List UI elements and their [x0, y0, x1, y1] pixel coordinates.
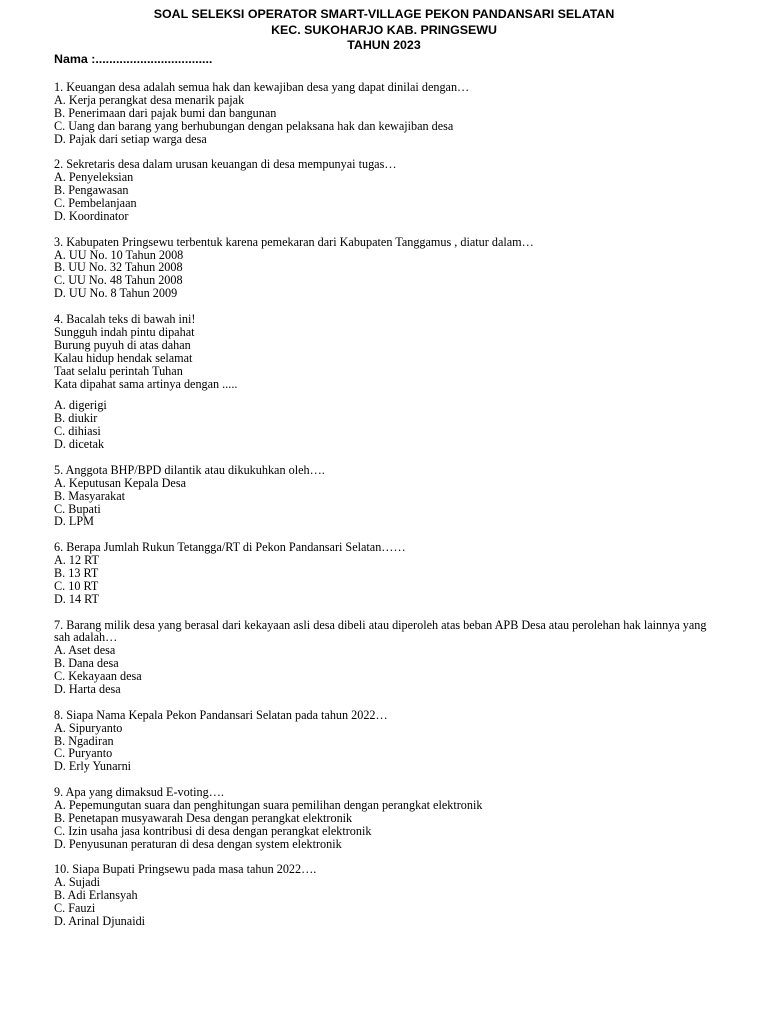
question-text: 10. Siapa Bupati Pringsewu pada masa tahun 2022….: [54, 862, 317, 877]
question-text: 2. Sekretaris desa dalam urusan keuangan di desa mempunyai tugas…: [54, 157, 397, 172]
option-b: B. Dana desa: [54, 656, 119, 671]
option-b: B. Penetapan musyawarah Desa dengan perangkat elektronik: [54, 810, 353, 825]
option-a: A. Keputusan Kepala Desa: [54, 475, 186, 490]
option-b: B. Ngadiran: [54, 733, 114, 748]
option-d: D. dicetak: [54, 437, 105, 452]
option-a: A. Sipuryanto: [54, 720, 123, 735]
question-1: [54, 81, 714, 146]
question-7: [54, 619, 714, 696]
option-b: B. UU No. 32 Tahun 2008: [54, 260, 183, 275]
question-5: [54, 464, 714, 529]
option-a: A. 12 RT: [54, 553, 99, 568]
question-list: [54, 81, 714, 941]
option-a: A. Sujadi: [54, 875, 101, 890]
poem-line: Taat selalu perintah Tuhan: [54, 363, 183, 378]
question-text: 9. Apa yang dimaksud E-voting….: [54, 785, 224, 800]
option-a: A. UU No. 10 Tahun 2008: [54, 247, 184, 262]
poem-line: Kalau hidup hendak selamat: [54, 350, 193, 365]
option-a: A. digerigi: [54, 398, 107, 413]
document-header: [0, 7, 768, 54]
question-text: 1. Keuangan desa adalah semua hak dan kewajiban desa yang dapat dinilai dengan…: [54, 80, 470, 94]
option-b: B. Masyarakat: [54, 488, 126, 503]
option-c: C. UU No. 48 Tahun 2008: [54, 273, 183, 288]
option-c: C. Izin usaha jasa kontribusi di desa dengan perangkat elektronik: [54, 823, 372, 838]
option-a: A. Kerja perangkat desa menarik pajak: [54, 92, 245, 107]
question-text: 6. Berapa Jumlah Rukun Tetangga/RT di Pekon Pandansari Selatan……: [54, 540, 406, 555]
option-d: D. LPM: [54, 514, 94, 529]
question-4: [54, 313, 714, 451]
option-b: B. 13 RT: [54, 565, 99, 580]
option-d: D. UU No. 8 Tahun 2009: [54, 286, 178, 301]
question-6: [54, 541, 714, 606]
question-3: [54, 236, 714, 301]
question-text: 3. Kabupaten Pringsewu terbentuk karena pemekaran dari Kabupaten Tanggamus , diatur dalam…: [54, 234, 534, 249]
poem-line: Burung puyuh di atas dahan: [54, 337, 191, 352]
question-10: [54, 863, 714, 928]
question-text: 7. Barang milik desa yang berasal dari kekayaan asli desa dibeli atau diperoleh atas beban APB Desa atau perolehan hak lainnya yang sah adalah…: [54, 617, 707, 645]
option-a: A. Pepemungutan suara dan penghitungan suara pemilihan dengan perangkat elektronik: [54, 797, 483, 812]
poem-line: Sungguh indah pintu dipahat: [54, 324, 195, 339]
question-2: [54, 158, 714, 223]
option-d: D. 14 RT: [54, 591, 99, 606]
option-d: D. Penyusunan peraturan di desa dengan system elektronik: [54, 836, 342, 851]
option-c: C. dihiasi: [54, 424, 101, 439]
option-c: C. Pembelanjaan: [54, 196, 137, 211]
header-district: KEC. SUKOHARJO KAB. PRINGSEWU: [271, 22, 497, 37]
name-field-label: Nama :..................................: [54, 52, 213, 66]
question-text: 4. Bacalah teks di bawah ini!: [54, 311, 196, 326]
option-c: C. Puryanto: [54, 746, 113, 761]
option-c: C. Bupati: [54, 501, 101, 516]
question-text: 8. Siapa Nama Kepala Pekon Pandansari Selatan pada tahun 2022…: [54, 707, 388, 722]
option-d: D. Erly Yunarni: [54, 759, 132, 774]
option-c: C. Fauzi: [54, 901, 96, 916]
option-b: B. Penerimaan dari pajak bumi dan bangunan: [54, 105, 277, 120]
question-prompt: Kata dipahat sama artinya dengan .....: [54, 376, 238, 391]
option-c: C. Kekayaan desa: [54, 669, 142, 684]
option-b: B. Pengawasan: [54, 183, 129, 198]
option-c: C. Uang dan barang yang berhubungan dengan pelaksana hak dan kewajiban desa: [54, 118, 454, 133]
option-b: B. diukir: [54, 411, 98, 426]
option-d: D. Arinal Djunaidi: [54, 914, 146, 929]
option-d: D. Pajak dari setiap warga desa: [54, 131, 207, 146]
option-d: D. Harta desa: [54, 682, 121, 697]
question-text: 5. Anggota BHP/BPD dilantik atau dikukuhkan oleh….: [54, 462, 325, 477]
question-8: [54, 709, 714, 774]
question-9: [54, 786, 714, 851]
option-b: B. Adi Erlansyah: [54, 888, 138, 903]
header-year: TAHUN 2023: [347, 38, 421, 52]
option-a: A. Penyeleksian: [54, 170, 134, 185]
header-title: SOAL SELEKSI OPERATOR SMART-VILLAGE PEKON PANDANSARI SELATAN: [153, 7, 615, 21]
option-d: D. Koordinator: [54, 208, 129, 223]
option-a: A. Aset desa: [54, 643, 116, 658]
option-c: C. 10 RT: [54, 578, 99, 593]
